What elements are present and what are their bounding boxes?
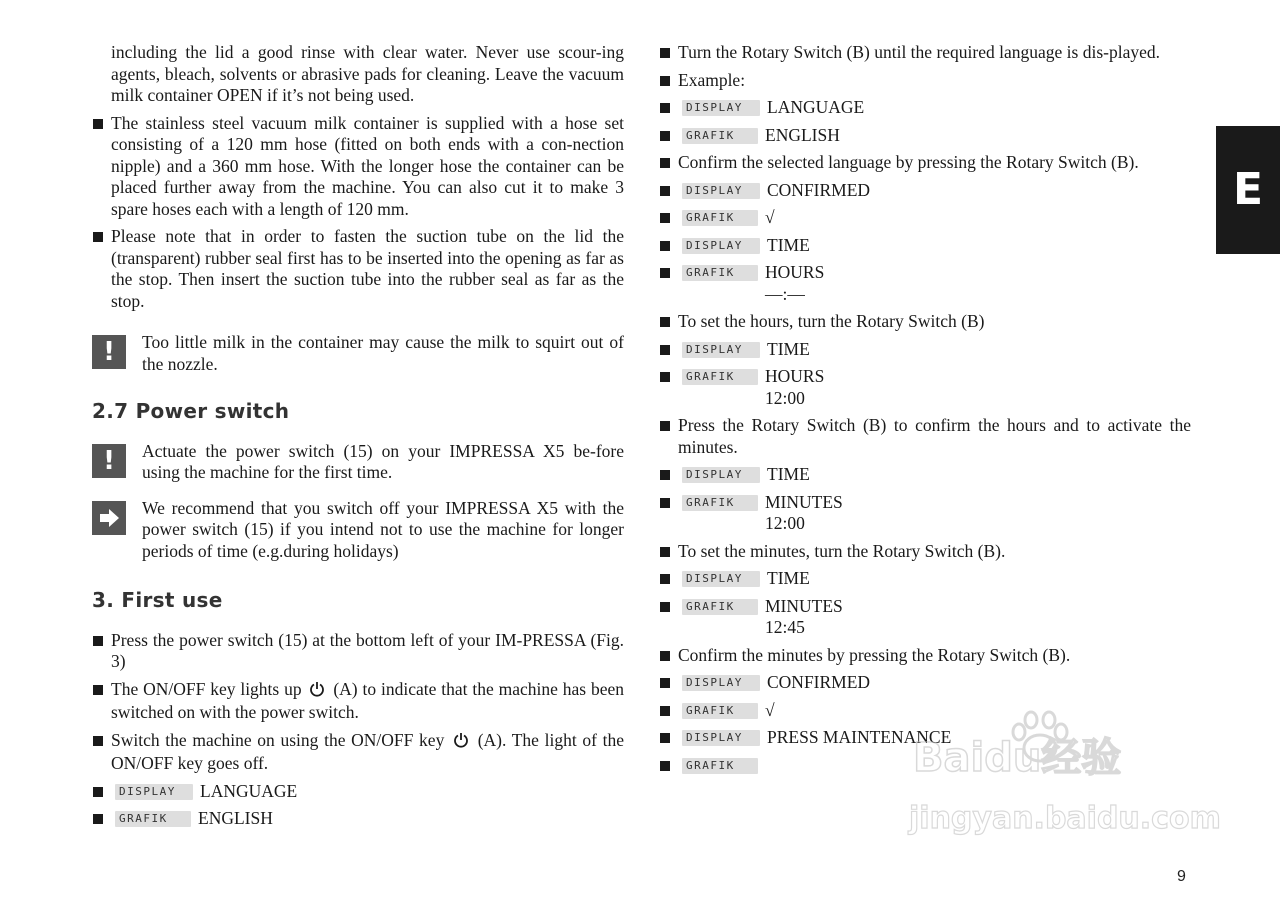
bullet-square-icon <box>660 706 670 716</box>
warning-text: Too little milk in the container may cause the milk to squirt out of the nozzle. <box>142 332 624 374</box>
bullet-square-icon <box>93 787 103 797</box>
right-column <box>659 42 1191 780</box>
display-row <box>659 235 1191 257</box>
grafik-value: HOURS <box>765 366 825 386</box>
bullet-square-icon <box>660 498 670 508</box>
bullet-square-icon <box>660 733 670 743</box>
bullet-square-icon <box>660 186 670 196</box>
bullet-square-icon <box>660 48 670 58</box>
bullet-text-post: (A) to indicate that the machine has been switched on with the power switch. <box>111 678 624 722</box>
bullet-square-icon <box>660 103 670 113</box>
display-value: TIME <box>767 568 810 588</box>
page-number: 9 <box>1177 868 1186 885</box>
grafik-row <box>659 492 1191 535</box>
bullet-text: To set the minutes, turn the Rotary Switch (B). <box>678 540 1006 561</box>
bullet-square-icon <box>93 636 103 646</box>
grafik-value: MINUTES <box>765 595 843 616</box>
bullet-text: Example: <box>678 69 746 90</box>
grafik-value: √ <box>765 207 775 227</box>
grafik-row <box>659 366 1191 409</box>
display-value: CONFIRMED <box>767 672 871 692</box>
bullet-onoff-lights <box>92 679 624 724</box>
grafik-row <box>659 207 1191 229</box>
bullet-set-hours <box>659 311 1191 333</box>
bullet-square-icon <box>660 213 670 223</box>
power-icon <box>309 681 325 703</box>
tip-text: We recommend that you switch off your IMPRESSA X5 with the power switch (15) if you intend not to use the machine for longer periods of time (e.g.during holidays) <box>142 497 624 561</box>
grafik-subvalue: —:— <box>765 283 805 304</box>
exclamation-icon: ! <box>92 444 126 478</box>
warning-text: Actuate the power switch (15) on your IMPRESSA X5 be-fore using the machine for the first time. <box>142 440 624 482</box>
grafik-tag: GRAFIK <box>682 210 758 226</box>
grafik-tag: GRAFIK <box>682 128 758 144</box>
display-tag: DISPLAY <box>682 675 760 691</box>
intro-paragraph: including the lid a good rinse with clear water. Never use scour-ing agents, bleach, solvents or abrasive pads for cleaning. Leave the vacuum milk container OPEN if it’s not being used. <box>111 42 624 105</box>
grafik-tag: GRAFIK <box>115 811 191 827</box>
display-tag: DISPLAY <box>682 238 760 254</box>
display-value: TIME <box>767 234 810 255</box>
display-value: LANGUAGE <box>200 780 298 801</box>
language-section-tab: E <box>1216 126 1280 254</box>
bullet-text: Turn the Rotary Switch (B) until the required language is dis-played. <box>678 42 1160 62</box>
bullet-square-icon <box>660 547 670 557</box>
display-row <box>659 97 1191 119</box>
grafik-row-english <box>92 808 624 830</box>
bullet-square-icon <box>660 470 670 480</box>
grafik-tag: GRAFIK <box>682 599 758 615</box>
grafik-tag: GRAFIK <box>682 495 758 511</box>
bullet-text: Press the power switch (15) at the bottom left of your IM-PRESSA (Fig. 3) <box>111 629 624 671</box>
bullet-example <box>659 70 1191 92</box>
display-row-language <box>92 781 624 803</box>
grafik-row <box>659 755 1191 774</box>
display-row <box>659 672 1191 694</box>
tip-note-switch-off <box>92 498 624 563</box>
power-icon <box>453 732 469 754</box>
grafik-subvalue: 12:00 <box>765 513 805 533</box>
bullet-square-icon <box>660 574 670 584</box>
grafik-tag: GRAFIK <box>682 369 758 385</box>
bullet-square-icon <box>660 131 670 141</box>
display-tag: DISPLAY <box>682 730 760 746</box>
display-tag: DISPLAY <box>115 784 193 800</box>
bullet-switch-on <box>92 730 624 775</box>
display-tag: DISPLAY <box>682 183 760 199</box>
display-value: PRESS MAINTENANCE <box>767 727 952 747</box>
grafik-value-block <box>765 366 824 409</box>
display-row <box>659 727 1191 749</box>
bullet-confirm-minutes <box>659 645 1191 667</box>
display-tag: DISPLAY <box>682 342 760 358</box>
grafik-value-block <box>765 596 843 639</box>
bullet-confirm-language <box>659 152 1191 174</box>
bullet-square-icon <box>93 685 103 695</box>
bullet-square-icon <box>93 814 103 824</box>
grafik-value-block <box>765 262 824 305</box>
bullet-square-icon <box>93 736 103 746</box>
warning-note-milk <box>92 332 624 375</box>
display-row <box>659 339 1191 361</box>
bullet-square-icon <box>660 761 670 771</box>
bullet-turn-rotary <box>659 42 1191 64</box>
watermark-text: Baidu经验 <box>913 735 1122 781</box>
grafik-subvalue: 12:45 <box>765 617 805 637</box>
grafik-value: HOURS <box>765 262 825 282</box>
bullet-text-pre: Switch the machine on using the ON/OFF key <box>111 729 445 750</box>
display-tag: DISPLAY <box>682 467 760 483</box>
bullet-text: The stainless steel vacuum milk container is supplied with a hose set consisting of a 120 mm hose (fitted on both ends with a con-nection nipple) and a 360 mm hose. With the longer hose the container can be placed further away from the machine. You can also cut it to make 3 spare hoses each with a length of 120 mm. <box>111 112 624 219</box>
exclamation-icon: ! <box>92 335 126 369</box>
display-tag: DISPLAY <box>682 571 760 587</box>
bullet-text: Confirm the selected language by pressing the Rotary Switch (B). <box>678 152 1139 172</box>
grafik-tag: GRAFIK <box>682 265 758 281</box>
bullet-square-icon <box>660 602 670 612</box>
section-3-heading: 3. First use <box>92 588 223 612</box>
bullet-square-icon <box>660 372 670 382</box>
bullet-square-icon <box>660 651 670 661</box>
display-tag: DISPLAY <box>682 100 760 116</box>
bullet-square-icon <box>660 76 670 86</box>
grafik-tag: GRAFIK <box>682 703 758 719</box>
display-value: TIME <box>767 338 810 359</box>
grafik-value: ENGLISH <box>765 124 840 145</box>
grafik-value: ENGLISH <box>198 808 273 828</box>
bullet-square-icon <box>660 158 670 168</box>
display-value: CONFIRMED <box>767 179 871 200</box>
bullet-suction-tube <box>92 226 624 312</box>
section-2-7-heading: 2.7 Power switch <box>92 399 290 423</box>
grafik-row <box>659 700 1191 722</box>
bullet-square-icon <box>660 678 670 688</box>
bullet-square-icon <box>93 232 103 242</box>
watermark-url: jingyan.baidu.com <box>909 801 1221 836</box>
bullet-text: To set the hours, turn the Rotary Switch (B) <box>678 311 985 331</box>
bullet-confirm-hours <box>659 415 1191 458</box>
bullet-text: Press the Rotary Switch (B) to confirm the hours and to activate the minutes. <box>678 415 1191 457</box>
bullet-text-pre: The ON/OFF key lights up <box>111 678 302 699</box>
bullet-set-minutes <box>659 541 1191 563</box>
display-row <box>659 568 1191 590</box>
display-value: LANGUAGE <box>767 97 865 117</box>
display-value: TIME <box>767 464 810 484</box>
grafik-row <box>659 262 1191 305</box>
bullet-square-icon <box>660 317 670 327</box>
display-row <box>659 464 1191 486</box>
bullet-square-icon <box>660 345 670 355</box>
bullet-square-icon <box>660 268 670 278</box>
bullet-text: Please note that in order to fasten the suction tube on the lid the (transparent) rubber seal first has to be inserted into the opening as far as the stop. Then insert the suction tube into the rubber seal as far as the stop. <box>111 226 624 311</box>
bullet-square-icon <box>660 421 670 431</box>
grafik-value-block <box>765 492 843 535</box>
bullet-press-power <box>92 630 624 673</box>
grafik-value: √ <box>765 699 775 720</box>
grafik-value: MINUTES <box>765 491 843 512</box>
grafik-row <box>659 125 1191 147</box>
warning-note-power <box>92 441 624 484</box>
bullet-hose-set <box>92 113 624 221</box>
bullet-square-icon <box>660 241 670 251</box>
grafik-row <box>659 596 1191 639</box>
bullet-text-post: (A). The light of the ON/OFF key goes off. <box>111 729 625 773</box>
bullet-square-icon <box>93 119 103 129</box>
left-column <box>92 42 624 836</box>
display-row <box>659 180 1191 202</box>
grafik-subvalue: 12:00 <box>765 387 805 408</box>
bullet-text: Confirm the minutes by pressing the Rotary Switch (B). <box>678 644 1071 665</box>
arrow-right-icon <box>92 501 126 535</box>
grafik-tag: GRAFIK <box>682 758 758 774</box>
